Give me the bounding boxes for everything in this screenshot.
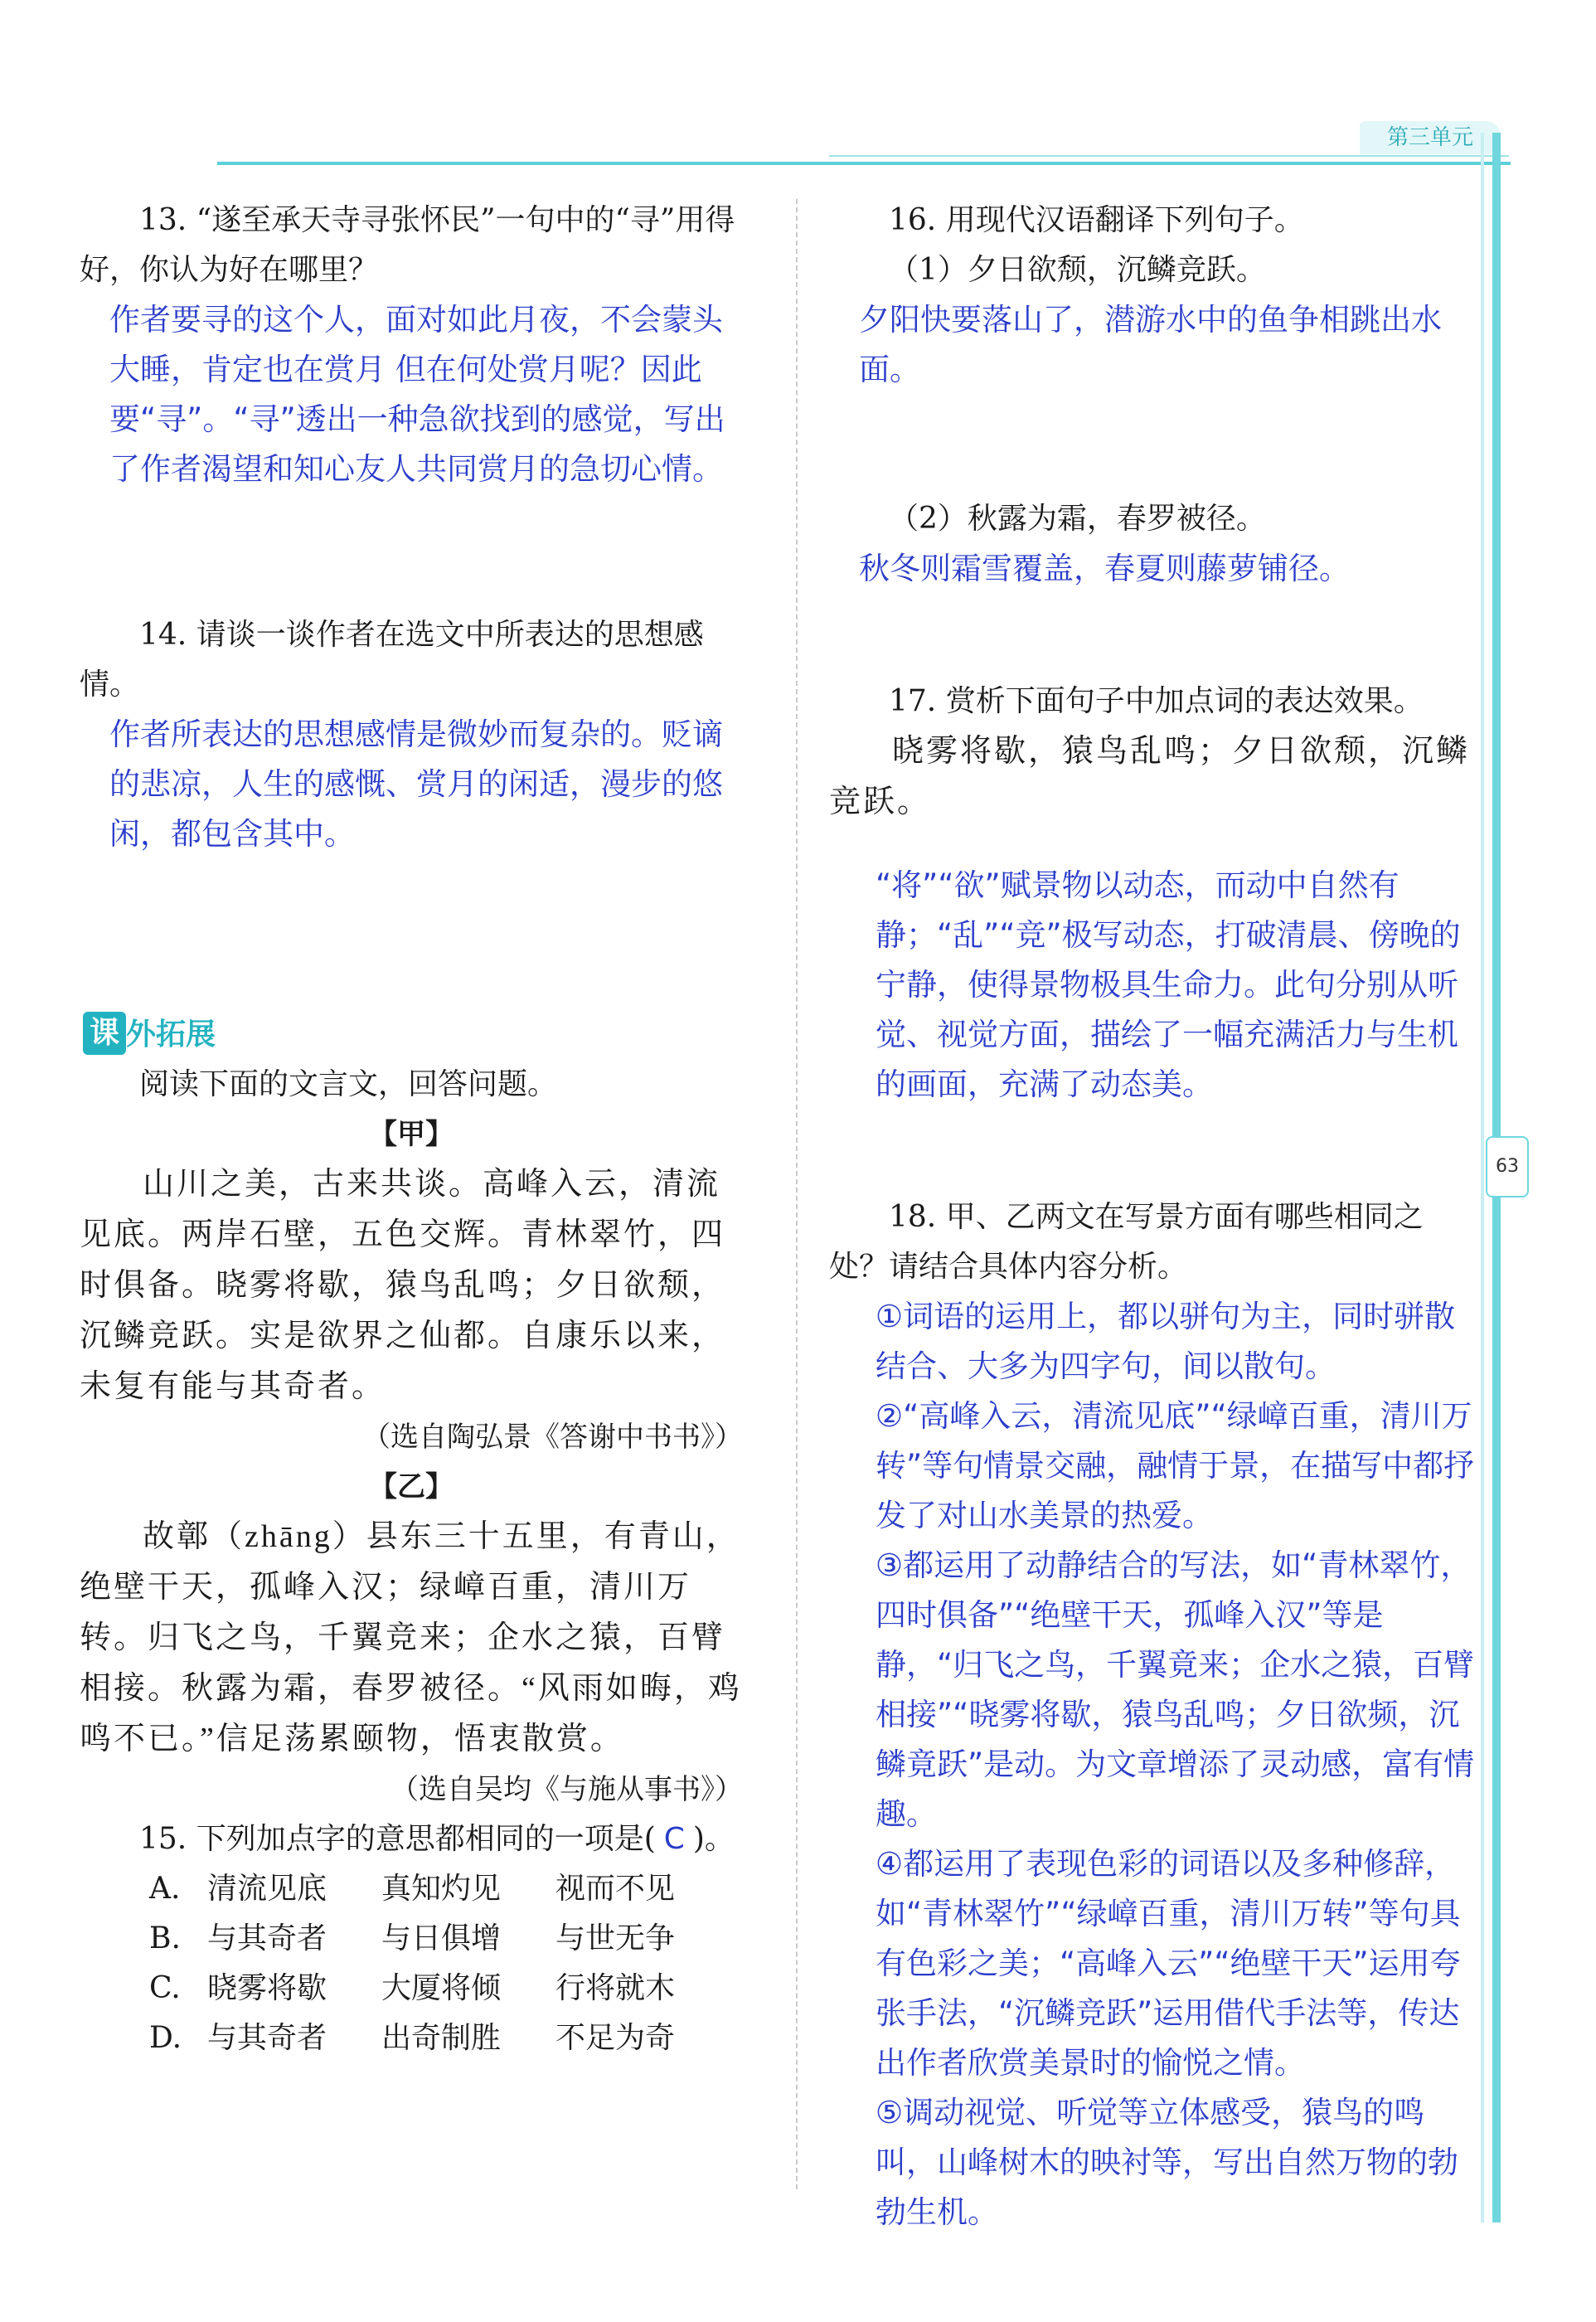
option-label: B. bbox=[149, 1921, 181, 1955]
q16-sentence-1: （1）夕日欲颓，沉鳞竞跃。 bbox=[889, 253, 1266, 287]
q13-answer: 作者要寻的这个人，面对如此月夜，不会蒙头大睡，肯定也在赏月 但在何处赏月呢？因此要“寻”。“寻”透出一种急欲找到的感觉，写出了作者渴望和知心友人共同赏月的急切心情。 bbox=[109, 302, 725, 487]
passage-jia-title: 【甲】 bbox=[369, 1118, 454, 1151]
option-word: 与其奇者 bbox=[207, 1921, 327, 1955]
q16-question: 16. 用现代汉语翻译下列句子。 bbox=[889, 203, 1304, 237]
option-word: 大厦将倾 bbox=[381, 1971, 502, 2005]
option-word: 清流见底 bbox=[207, 1872, 327, 1906]
option-word: 真知灼见 bbox=[381, 1872, 502, 1906]
passage-yi-title: 【乙】 bbox=[369, 1470, 454, 1503]
q18-answers bbox=[829, 1292, 1476, 2237]
header-rule bbox=[217, 162, 1511, 165]
reading-intro: 阅读下面的文言文，回答问题。 bbox=[139, 1067, 558, 1101]
left-column bbox=[80, 196, 743, 2063]
q17-answer: “将”“欲”赋景物以动态，而动中自然有静；“乱”“竞”极写动态，打破清晨、傍晚的宁静，使得景物极具生命力。此句分别从听觉、视觉方面，描绘了一幅充满活力与生机的画面，充满了动态美。 bbox=[876, 867, 1461, 1102]
q13-question: 13. “遂至承天寺寻张怀民”一句中的“寻”用得好，你认为好在哪里？ bbox=[80, 203, 735, 287]
side-bar-inner bbox=[1481, 133, 1484, 2222]
header-thin-rule bbox=[829, 155, 1509, 157]
q17-quote: 晓雾将歇，猿鸟乱鸣；夕日欲颓，沉鳞竞跃。 bbox=[829, 734, 1471, 819]
passage-yi-text: 故鄣（zhāng）县东三十五里，有青山，绝壁干天，孤峰入汉；绿嶂百重，清川万转。归飞之鸟，千翼竞来；企水之猿，百臂相接。秋露为霜，春罗被径。“风雨如晦，鸡鸣不已。”信足荡累颐物，悟衷散赏。 bbox=[80, 1519, 742, 1756]
q15-question bbox=[80, 1814, 743, 1864]
q15-option-a bbox=[149, 1864, 743, 1914]
option-word: 视而不见 bbox=[555, 1872, 676, 1906]
q18-answer-4: ④都运用了表现色彩的词语以及多种修辞，如“青林翠竹”“绿嶂百重，清川万转”等句具有色彩之美；“高峰入云”“绝壁干天”运用夸张手法，“沉鳞竞跃”运用借代手法等，传达出作者欣赏美景时的愉悦之情。 bbox=[876, 1846, 1461, 2081]
q15-choice: C bbox=[663, 1822, 685, 1856]
unit-label: 第三单元 bbox=[1360, 121, 1501, 154]
q15-question-text: 15. 下列加点字的意思都相同的一项是( bbox=[139, 1822, 656, 1856]
q18-answer-3: ③都运用了动静结合的写法，如“青林翠竹，四时俱备”“绝壁干天，孤峰入汉”等是静，“归飞之鸟，千翼竟来；企水之猿，百臂相接”“晓雾将歇，猿鸟乱鸣；夕日欲频，沉鳞竟跃”是动。为文章增添了灵动感，富有情趣。 bbox=[876, 1547, 1475, 1832]
option-label: C. bbox=[149, 1971, 181, 2005]
q14-question: 14. 请谈一谈作者在选文中所表达的思想感情。 bbox=[80, 618, 704, 702]
option-word: 与其奇者 bbox=[207, 2021, 327, 2055]
passage-jia-text: 山川之美，古来共谈。高峰入云，清流见底。两岸石壁，五色交辉。青林翠竹，四时俱备。晓雾将歇，猿鸟乱鸣；夕日欲颓，沉鳞竞跃。实是欲界之仙都。自康乐以来，未复有能与其奇者。 bbox=[80, 1167, 726, 1404]
q14-answer: 作者所表达的思想感情是微妙而复杂的。贬谪的悲凉，人生的感慨、赏月的闲适，漫步的悠闲，都包含其中。 bbox=[109, 717, 723, 852]
option-word: 晓雾将歇 bbox=[207, 1971, 327, 2005]
q16-sentence-2: （2）秋露为霜，春罗被径。 bbox=[889, 502, 1266, 536]
q15-option-d bbox=[149, 2014, 743, 2063]
option-word: 出奇制胜 bbox=[381, 2021, 502, 2055]
right-column bbox=[829, 196, 1476, 2237]
option-word: 与日俱增 bbox=[381, 1921, 502, 1955]
q18-answer-2: ②“高峰入云，清流见底”“绿嶂百重，清川万转”等句情景交融，融情于景，在描写中都抒发了对山水美景的热爱。 bbox=[876, 1398, 1475, 1533]
section-label: 外拓展 bbox=[126, 1018, 216, 1052]
option-label: A. bbox=[149, 1872, 181, 1906]
passage-jia-source: （选自陶弘景《答谢中书书》） bbox=[362, 1421, 743, 1454]
q17-question: 17. 赏析下面句子中加点词的表达效果。 bbox=[889, 684, 1424, 718]
q18-answer-1: ①词语的运用上，都以骈句为主，同时骈散结合、大多为四字句，间以散句。 bbox=[876, 1299, 1456, 1384]
q18-answer-5: ⑤调动视觉、听觉等立体感受，猿鸟的鸣叫，山峰树木的映衬等，写出自然万物的勃勃生机。 bbox=[876, 2095, 1458, 2230]
section-heading bbox=[83, 1008, 743, 1060]
q15-option-c bbox=[149, 1964, 743, 2014]
q15-question-end: )。 bbox=[692, 1822, 735, 1856]
option-word: 与世无争 bbox=[555, 1921, 676, 1955]
page-number: 63 bbox=[1486, 1136, 1529, 1197]
section-badge: 课 bbox=[83, 1012, 126, 1055]
q15-option-b bbox=[149, 1914, 743, 1964]
option-label: D. bbox=[149, 2021, 182, 2055]
q16-answer-1: 夕阳快要落山了，潜游水中的鱼争相跳出水面。 bbox=[859, 302, 1442, 387]
option-word: 行将就木 bbox=[555, 1971, 676, 2005]
option-word: 不足为奇 bbox=[555, 2021, 676, 2055]
q16-answer-2: 秋冬则霜雪覆盖，春夏则藤萝铺径。 bbox=[859, 551, 1350, 586]
passage-yi-source: （选自吴均《与施从事书》） bbox=[391, 1773, 743, 1806]
column-divider bbox=[796, 199, 798, 2189]
q15-options bbox=[80, 1864, 743, 2063]
q18-question: 18. 甲、乙两文在写景方面有哪些相同之处？请结合具体内容分析。 bbox=[829, 1200, 1424, 1284]
